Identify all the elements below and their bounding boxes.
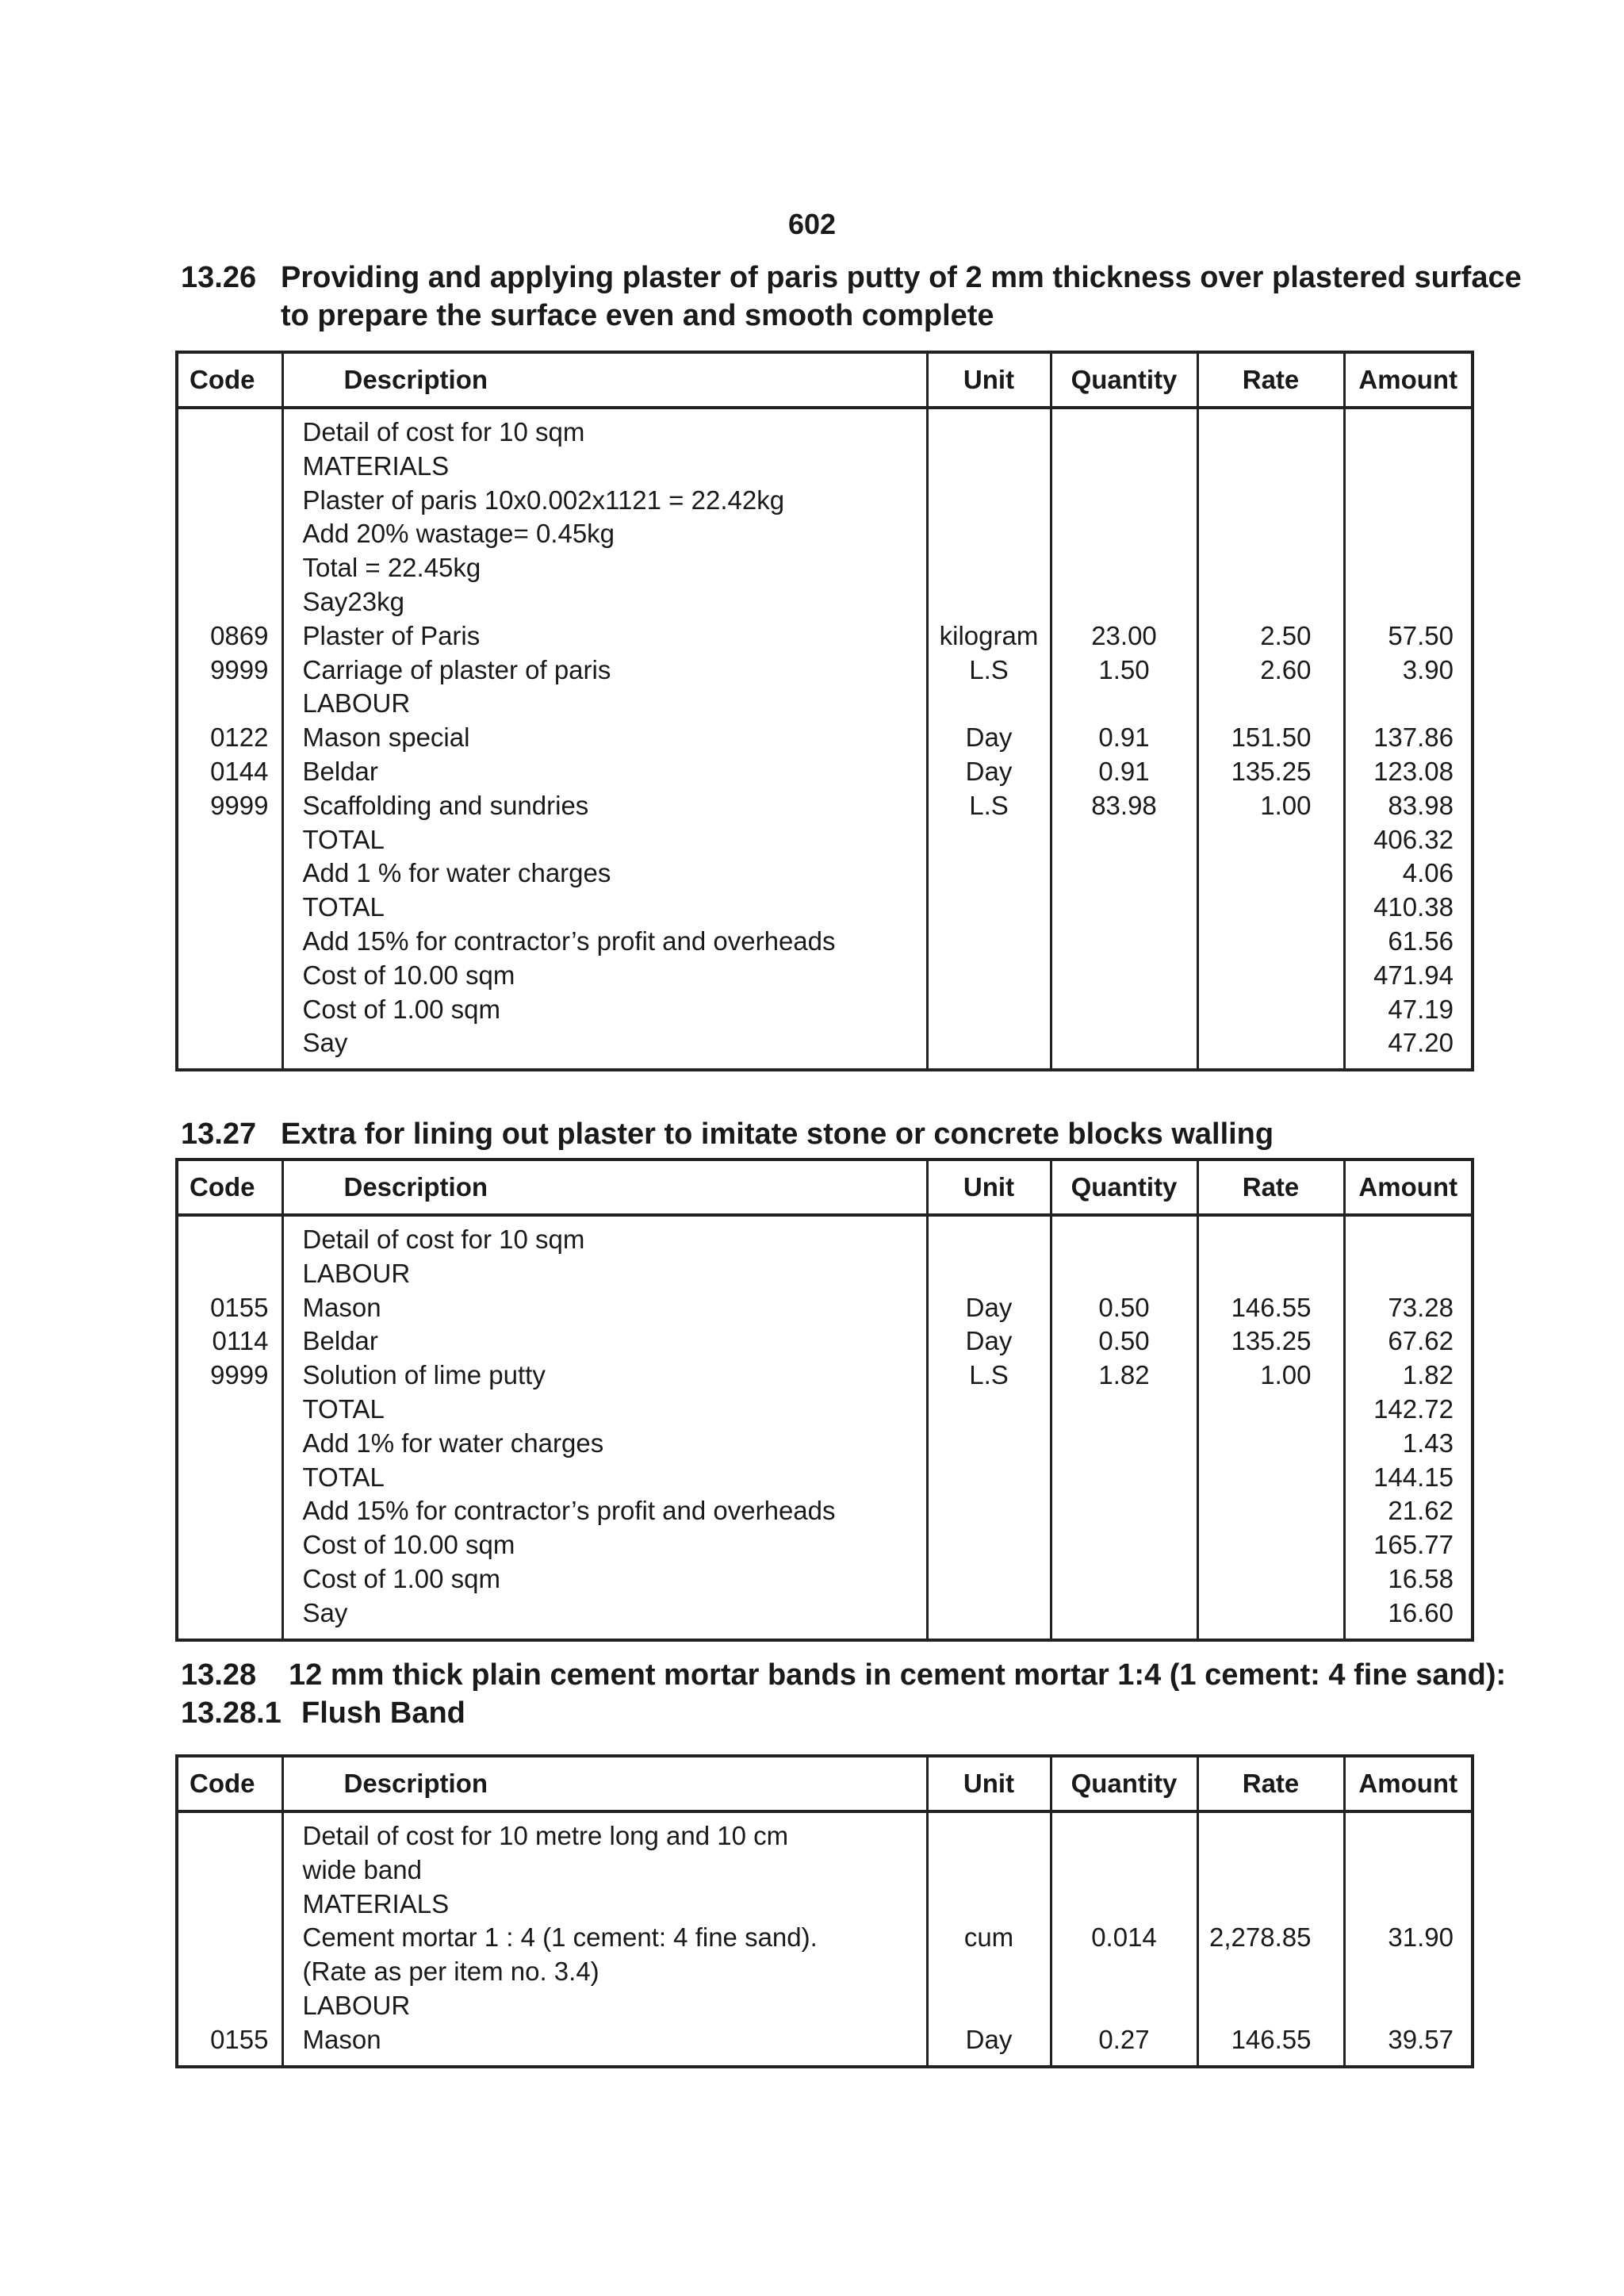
- quantity-cell: [1052, 1528, 1197, 1562]
- code-cell: 9999: [210, 790, 269, 820]
- unit-column: [927, 408, 1051, 1070]
- code-cell: [178, 1955, 269, 1989]
- column-header-quantity: Quantity: [1051, 1756, 1197, 1811]
- unit-cell: Day: [965, 2024, 1013, 2054]
- rate-cell: 135.25: [1231, 1326, 1312, 1356]
- rate-cell: [1199, 1257, 1312, 1291]
- amount-cell: 31.90: [1388, 1922, 1454, 1953]
- description-cell: Plaster of paris 10x0.002x1121 = 22.42kg: [302, 485, 785, 515]
- unit-cell: [929, 1257, 1050, 1291]
- code-cell: [178, 1819, 269, 1853]
- code-cell: 0122: [210, 723, 269, 753]
- table-body: [177, 1215, 1473, 1640]
- description-cell: Cost of 1.00 sqm: [302, 994, 500, 1024]
- code-cell: [178, 1989, 269, 2023]
- unit-cell: [929, 450, 1050, 484]
- column-header-unit: Unit: [927, 352, 1051, 408]
- amount-cell: 471.94: [1373, 960, 1454, 990]
- code-cell: [178, 517, 269, 551]
- column-header-code: Code: [177, 1159, 282, 1215]
- rate-cell: [1199, 1853, 1312, 1888]
- unit-cell: [929, 517, 1050, 551]
- code-cell: [178, 1853, 269, 1888]
- description-cell: Cost of 10.00 sqm: [302, 960, 515, 990]
- quantity-cell: [1052, 416, 1197, 450]
- amount-cell: [1346, 687, 1454, 721]
- column-header-unit: Unit: [927, 1159, 1051, 1215]
- code-cell: [178, 1494, 269, 1528]
- description-cell: Say: [302, 1028, 348, 1058]
- amount-cell: 47.20: [1388, 1028, 1454, 1058]
- column-header-description: Description: [282, 1159, 927, 1215]
- column-header-code: Code: [177, 352, 282, 408]
- description-cell: MATERIALS: [302, 1888, 450, 1918]
- amount-cell: 142.72: [1373, 1393, 1454, 1424]
- quantity-cell: [1052, 450, 1197, 484]
- description-cell: Say23kg: [302, 586, 404, 616]
- amount-cell: [1346, 1853, 1454, 1888]
- description-cell: Add 20% wastage= 0.45kg: [302, 519, 615, 549]
- rate-cell: 1.00: [1260, 790, 1312, 820]
- code-cell: 0869: [210, 620, 269, 650]
- unit-cell: [929, 1989, 1050, 2023]
- rate-cell: [1199, 687, 1312, 721]
- description-cell: Beldar: [302, 756, 378, 786]
- rate-cell: [1199, 1026, 1312, 1060]
- unit-cell: [929, 1427, 1050, 1461]
- code-cell: [178, 484, 269, 518]
- quantity-cell: [1052, 1819, 1197, 1853]
- quantity-cell: 0.014: [1091, 1922, 1157, 1953]
- amount-cell: [1346, 1257, 1454, 1291]
- section-title-line: to prepare the surface even and smooth complete: [281, 299, 994, 332]
- unit-cell: [929, 959, 1050, 993]
- section-number: 13.28: [181, 1658, 257, 1692]
- code-cell: [178, 1427, 269, 1461]
- rate-cell: [1199, 517, 1312, 551]
- amount-cell: 4.06: [1402, 858, 1454, 888]
- cost-table-13-27: [175, 1158, 1474, 1642]
- description-cell: wide band: [302, 1854, 422, 1884]
- rate-cell: [1199, 1562, 1312, 1596]
- section-title-line: 12 mm thick plain cement mortar bands in cement mortar 1:4 (1 cement: 4 fine sand):: [289, 1658, 1507, 1692]
- quantity-cell: [1052, 1955, 1197, 1989]
- unit-cell: [929, 1562, 1050, 1596]
- code-cell: [178, 1223, 269, 1257]
- quantity-cell: [1052, 585, 1197, 619]
- description-cell: TOTAL: [302, 1462, 385, 1492]
- amount-cell: 73.28: [1388, 1292, 1454, 1322]
- code-cell: [178, 1026, 269, 1060]
- unit-cell: Day: [965, 756, 1013, 786]
- rate-column: [1197, 1811, 1344, 2067]
- code-cell: [178, 959, 269, 993]
- table-body: [177, 408, 1473, 1070]
- unit-cell: [929, 1819, 1050, 1853]
- description-cell: Plaster of Paris: [302, 620, 481, 650]
- column-header-description: Description: [282, 352, 927, 408]
- unit-cell: [929, 484, 1050, 518]
- quantity-cell: [1052, 1562, 1197, 1596]
- amount-cell: 3.90: [1402, 654, 1454, 684]
- column-header-amount: Amount: [1344, 1756, 1473, 1811]
- unit-cell: [929, 993, 1050, 1027]
- quantity-cell: [1052, 517, 1197, 551]
- column-header-quantity: Quantity: [1051, 1159, 1197, 1215]
- unit-cell: [929, 1955, 1050, 1989]
- amount-cell: 16.58: [1388, 1563, 1454, 1593]
- unit-cell: [929, 1494, 1050, 1528]
- rate-cell: [1199, 857, 1312, 891]
- amount-cell: 67.62: [1388, 1326, 1454, 1356]
- description-cell: Total = 22.45kg: [302, 553, 481, 583]
- amount-cell: 123.08: [1373, 756, 1454, 786]
- code-cell: [178, 1562, 269, 1596]
- rate-cell: [1199, 823, 1312, 857]
- code-cell: [178, 1596, 269, 1631]
- rate-cell: [1199, 1427, 1312, 1461]
- section-title-line: Extra for lining out plaster to imitate stone or concrete blocks walling: [281, 1117, 1274, 1151]
- amount-column: [1344, 1215, 1473, 1640]
- rate-cell: [1199, 1955, 1312, 1989]
- code-cell: [178, 857, 269, 891]
- cost-table-13-26: [175, 351, 1474, 1071]
- column-header-rate: Rate: [1197, 1159, 1344, 1215]
- unit-cell: [929, 1461, 1050, 1495]
- rate-cell: 151.50: [1231, 723, 1312, 753]
- rate-cell: [1199, 1393, 1312, 1427]
- section-heading-13-28: [181, 1656, 1507, 1732]
- column-header-unit: Unit: [927, 1756, 1051, 1811]
- amount-cell: 39.57: [1388, 2024, 1454, 2054]
- quantity-cell: [1052, 1461, 1197, 1495]
- description-cell: Detail of cost for 10 sqm: [302, 417, 585, 447]
- unit-cell: [929, 416, 1050, 450]
- section-number: 13.26: [181, 261, 257, 294]
- quantity-cell: 0.50: [1098, 1292, 1150, 1322]
- description-cell: Mason: [302, 1292, 381, 1322]
- description-cell: Scaffolding and sundries: [302, 790, 589, 820]
- description-cell: Beldar: [302, 1326, 378, 1356]
- code-cell: [178, 891, 269, 925]
- unit-column: [927, 1215, 1051, 1640]
- code-cell: 9999: [210, 1360, 269, 1390]
- amount-column: [1344, 1811, 1473, 2067]
- unit-cell: [929, 891, 1050, 925]
- amount-cell: [1346, 484, 1454, 518]
- unit-cell: [929, 551, 1050, 585]
- amount-cell: [1346, 1888, 1454, 1922]
- description-cell: Say: [302, 1597, 348, 1627]
- description-cell: Add 1% for water charges: [302, 1428, 604, 1458]
- code-cell: [178, 585, 269, 619]
- description-cell: LABOUR: [302, 1990, 411, 2020]
- table-header-row: [177, 1159, 1473, 1215]
- rate-cell: [1199, 1888, 1312, 1922]
- quantity-cell: [1052, 993, 1197, 1027]
- unit-cell: Day: [965, 1292, 1013, 1322]
- quantity-column: [1051, 1215, 1197, 1640]
- section-heading-13-26: [181, 259, 1522, 335]
- code-cell: [178, 687, 269, 721]
- subsection-number: 13.28.1: [181, 1696, 282, 1730]
- rate-cell: [1199, 450, 1312, 484]
- code-cell: [178, 1921, 269, 1955]
- quantity-cell: 0.27: [1098, 2024, 1150, 2054]
- code-cell: [178, 925, 269, 959]
- quantity-cell: 83.98: [1091, 790, 1157, 820]
- subsection-title: Flush Band: [301, 1696, 465, 1730]
- column-header-amount: Amount: [1344, 1159, 1473, 1215]
- amount-cell: 410.38: [1373, 892, 1454, 922]
- rate-column: [1197, 1215, 1344, 1640]
- unit-cell: [929, 1223, 1050, 1257]
- unit-cell: [929, 1853, 1050, 1888]
- quantity-cell: [1052, 1596, 1197, 1631]
- unit-column: [927, 1811, 1051, 2067]
- description-cell: Add 15% for contractor’s profit and overheads: [302, 926, 836, 956]
- description-cell: LABOUR: [302, 1258, 411, 1288]
- code-cell: [178, 823, 269, 857]
- description-cell: Detail of cost for 10 metre long and 10 cm: [302, 1821, 789, 1850]
- amount-cell: 61.56: [1388, 926, 1454, 956]
- quantity-cell: [1052, 1223, 1197, 1257]
- unit-cell: [929, 1596, 1050, 1631]
- code-cell: 0144: [210, 756, 269, 786]
- amount-cell: [1346, 585, 1454, 619]
- description-cell: TOTAL: [302, 892, 385, 922]
- rate-cell: 146.55: [1231, 2024, 1312, 2054]
- section-number: 13.27: [181, 1117, 257, 1151]
- description-column: [282, 1215, 927, 1640]
- quantity-cell: 23.00: [1091, 620, 1157, 650]
- amount-cell: [1346, 1989, 1454, 2023]
- code-column: [177, 1811, 282, 2067]
- amount-cell: [1346, 1955, 1454, 1989]
- rate-cell: [1199, 484, 1312, 518]
- unit-cell: cum: [963, 1922, 1014, 1953]
- quantity-cell: [1052, 1427, 1197, 1461]
- code-cell: [178, 1257, 269, 1291]
- quantity-cell: [1052, 891, 1197, 925]
- quantity-cell: 1.82: [1098, 1360, 1150, 1390]
- unit-cell: [929, 1026, 1050, 1060]
- unit-cell: L.S: [969, 790, 1009, 820]
- rate-cell: [1199, 551, 1312, 585]
- description-column: [282, 1811, 927, 2067]
- description-cell: Detail of cost for 10 sqm: [302, 1225, 585, 1254]
- quantity-cell: [1052, 925, 1197, 959]
- amount-cell: 21.62: [1388, 1496, 1454, 1526]
- amount-cell: 406.32: [1373, 824, 1454, 854]
- amount-cell: [1346, 517, 1454, 551]
- rate-cell: [1199, 1528, 1312, 1562]
- column-header-rate: Rate: [1197, 1756, 1344, 1811]
- code-column: [177, 408, 282, 1070]
- description-cell: (Rate as per item no. 3.4): [302, 1957, 599, 1987]
- quantity-cell: [1052, 1494, 1197, 1528]
- amount-cell: [1346, 450, 1454, 484]
- code-cell: [178, 1528, 269, 1562]
- quantity-cell: [1052, 959, 1197, 993]
- code-cell: [178, 551, 269, 585]
- rate-cell: [1199, 1819, 1312, 1853]
- amount-cell: [1346, 1223, 1454, 1257]
- section-heading-13-27: [181, 1115, 1481, 1153]
- cost-table-13-28-1: [175, 1754, 1474, 2068]
- code-cell: 9999: [210, 654, 269, 684]
- unit-cell: [929, 585, 1050, 619]
- quantity-cell: [1052, 1989, 1197, 2023]
- code-cell: [178, 1393, 269, 1427]
- unit-cell: [929, 857, 1050, 891]
- description-column: [282, 408, 927, 1070]
- amount-cell: 1.82: [1402, 1360, 1454, 1390]
- quantity-column: [1051, 408, 1197, 1070]
- rate-cell: 1.00: [1260, 1360, 1312, 1390]
- rate-cell: [1199, 1596, 1312, 1631]
- column-header-rate: Rate: [1197, 352, 1344, 408]
- amount-cell: [1346, 416, 1454, 450]
- table-header-row: [177, 352, 1473, 408]
- unit-cell: [929, 925, 1050, 959]
- description-cell: LABOUR: [302, 688, 411, 719]
- column-header-quantity: Quantity: [1051, 352, 1197, 408]
- description-cell: Cement mortar 1 : 4 (1 cement: 4 fine sand).: [302, 1922, 818, 1953]
- amount-cell: 83.98: [1388, 790, 1454, 820]
- unit-cell: L.S: [969, 1360, 1009, 1390]
- amount-cell: [1346, 551, 1454, 585]
- unit-cell: [929, 823, 1050, 857]
- table-header-row: [177, 1756, 1473, 1811]
- quantity-cell: 1.50: [1098, 654, 1150, 684]
- unit-cell: [929, 1888, 1050, 1922]
- quantity-cell: 0.50: [1098, 1326, 1150, 1356]
- quantity-cell: [1052, 1026, 1197, 1060]
- quantity-cell: [1052, 1853, 1197, 1888]
- column-header-description: Description: [282, 1756, 927, 1811]
- unit-cell: kilogram: [939, 620, 1039, 650]
- code-cell: 0155: [210, 2024, 269, 2054]
- code-cell: [178, 1888, 269, 1922]
- rate-cell: [1199, 925, 1312, 959]
- quantity-cell: [1052, 857, 1197, 891]
- unit-cell: [929, 687, 1050, 721]
- amount-cell: [1346, 1819, 1454, 1853]
- rate-cell: 146.55: [1231, 1292, 1312, 1322]
- rate-cell: [1199, 1223, 1312, 1257]
- rate-cell: [1199, 891, 1312, 925]
- unit-cell: Day: [965, 1326, 1013, 1356]
- unit-cell: Day: [965, 723, 1013, 753]
- rate-cell: 135.25: [1231, 756, 1312, 786]
- rate-column: [1197, 408, 1344, 1070]
- section-title-line: Providing and applying plaster of paris putty of 2 mm thickness over plastered surface: [281, 261, 1522, 294]
- description-cell: Cost of 1.00 sqm: [302, 1563, 500, 1593]
- description-cell: TOTAL: [302, 824, 385, 854]
- rate-cell: 2,278.85: [1209, 1922, 1312, 1953]
- unit-cell: [929, 1393, 1050, 1427]
- code-cell: [178, 416, 269, 450]
- rate-cell: [1199, 993, 1312, 1027]
- quantity-column: [1051, 1811, 1197, 2067]
- code-cell: [178, 993, 269, 1027]
- quantity-cell: 0.91: [1098, 756, 1150, 786]
- quantity-cell: [1052, 1257, 1197, 1291]
- quantity-cell: [1052, 823, 1197, 857]
- amount-cell: 144.15: [1373, 1462, 1454, 1492]
- unit-cell: L.S: [969, 654, 1009, 684]
- amount-column: [1344, 408, 1473, 1070]
- code-cell: [178, 1461, 269, 1495]
- rate-cell: 2.50: [1260, 620, 1312, 650]
- amount-cell: 57.50: [1388, 620, 1454, 650]
- code-cell: 0114: [212, 1326, 269, 1356]
- column-header-code: Code: [177, 1756, 282, 1811]
- quantity-cell: [1052, 1888, 1197, 1922]
- description-cell: Mason: [302, 2024, 381, 2054]
- description-cell: TOTAL: [302, 1393, 385, 1424]
- page-number: 602: [787, 208, 837, 240]
- description-cell: Add 15% for contractor’s profit and overheads: [302, 1496, 836, 1526]
- table-body: [177, 1811, 1473, 2067]
- amount-cell: 47.19: [1388, 994, 1454, 1024]
- quantity-cell: [1052, 484, 1197, 518]
- rate-cell: [1199, 1461, 1312, 1495]
- column-header-amount: Amount: [1344, 352, 1473, 408]
- code-column: [177, 1215, 282, 1640]
- description-cell: Solution of lime putty: [302, 1360, 546, 1390]
- amount-cell: 1.43: [1402, 1428, 1454, 1458]
- quantity-cell: [1052, 551, 1197, 585]
- description-cell: Mason special: [302, 723, 470, 753]
- rate-cell: [1199, 1494, 1312, 1528]
- amount-cell: 137.86: [1373, 723, 1454, 753]
- rate-cell: 2.60: [1260, 654, 1312, 684]
- description-cell: Carriage of plaster of paris: [302, 654, 611, 684]
- description-cell: MATERIALS: [302, 450, 450, 481]
- code-cell: [178, 450, 269, 484]
- amount-cell: 16.60: [1388, 1597, 1454, 1627]
- description-cell: Cost of 10.00 sqm: [302, 1530, 515, 1560]
- rate-cell: [1199, 1989, 1312, 2023]
- rate-cell: [1199, 585, 1312, 619]
- amount-cell: 165.77: [1373, 1530, 1454, 1560]
- code-cell: 0155: [210, 1292, 269, 1322]
- description-cell: Add 1 % for water charges: [302, 858, 611, 888]
- quantity-cell: [1052, 687, 1197, 721]
- rate-cell: [1199, 416, 1312, 450]
- rate-cell: [1199, 959, 1312, 993]
- quantity-cell: [1052, 1393, 1197, 1427]
- unit-cell: [929, 1528, 1050, 1562]
- quantity-cell: 0.91: [1098, 723, 1150, 753]
